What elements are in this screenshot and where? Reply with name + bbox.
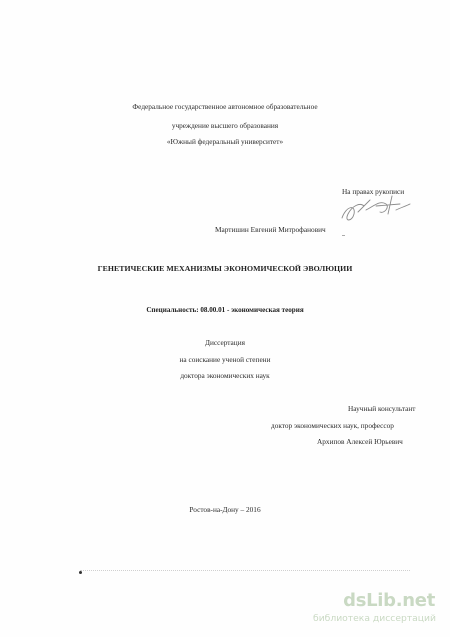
degree-line-2: на соискание ученой степени: [179, 355, 271, 364]
watermark-subtitle: библиотека диссертаций: [313, 613, 436, 624]
header-line-2: учреждение высшего образования: [171, 121, 279, 130]
author-name: Мартишин Евгений Митрофанович: [215, 225, 326, 234]
footer-rule: [80, 570, 410, 571]
advisor-rank: доктор экономических наук, профессор: [271, 421, 394, 430]
handwritten-signature: [336, 192, 414, 228]
scan-dot: [79, 571, 82, 574]
header-line-1: Федеральное государственное автономное образовательное: [132, 102, 318, 111]
degree-line-1: Диссертация: [205, 338, 245, 347]
degree-line-3: доктора экономических наук: [180, 371, 270, 380]
watermark-logo: dsLib.net: [343, 590, 435, 611]
small-mark: [342, 235, 345, 236]
advisor-label: Научный консультант: [348, 404, 416, 413]
speciality: Специальность: 08.00.01 - экономическая теория: [146, 306, 304, 314]
place-year: Ростов-на-Дону ‒ 2016: [189, 505, 261, 514]
advisor-name: Архипов Алексей Юрьевич: [317, 437, 403, 446]
watermark: [313, 590, 445, 630]
dissertation-title: ГЕНЕТИЧЕСКИЕ МЕХАНИЗМЫ ЭКОНОМИЧЕСКОЙ ЭВОЛЮЦИИ: [97, 264, 353, 273]
rights-note: На правах рукописи: [342, 187, 405, 196]
header-line-3: «Южный федеральный университет»: [166, 137, 284, 146]
